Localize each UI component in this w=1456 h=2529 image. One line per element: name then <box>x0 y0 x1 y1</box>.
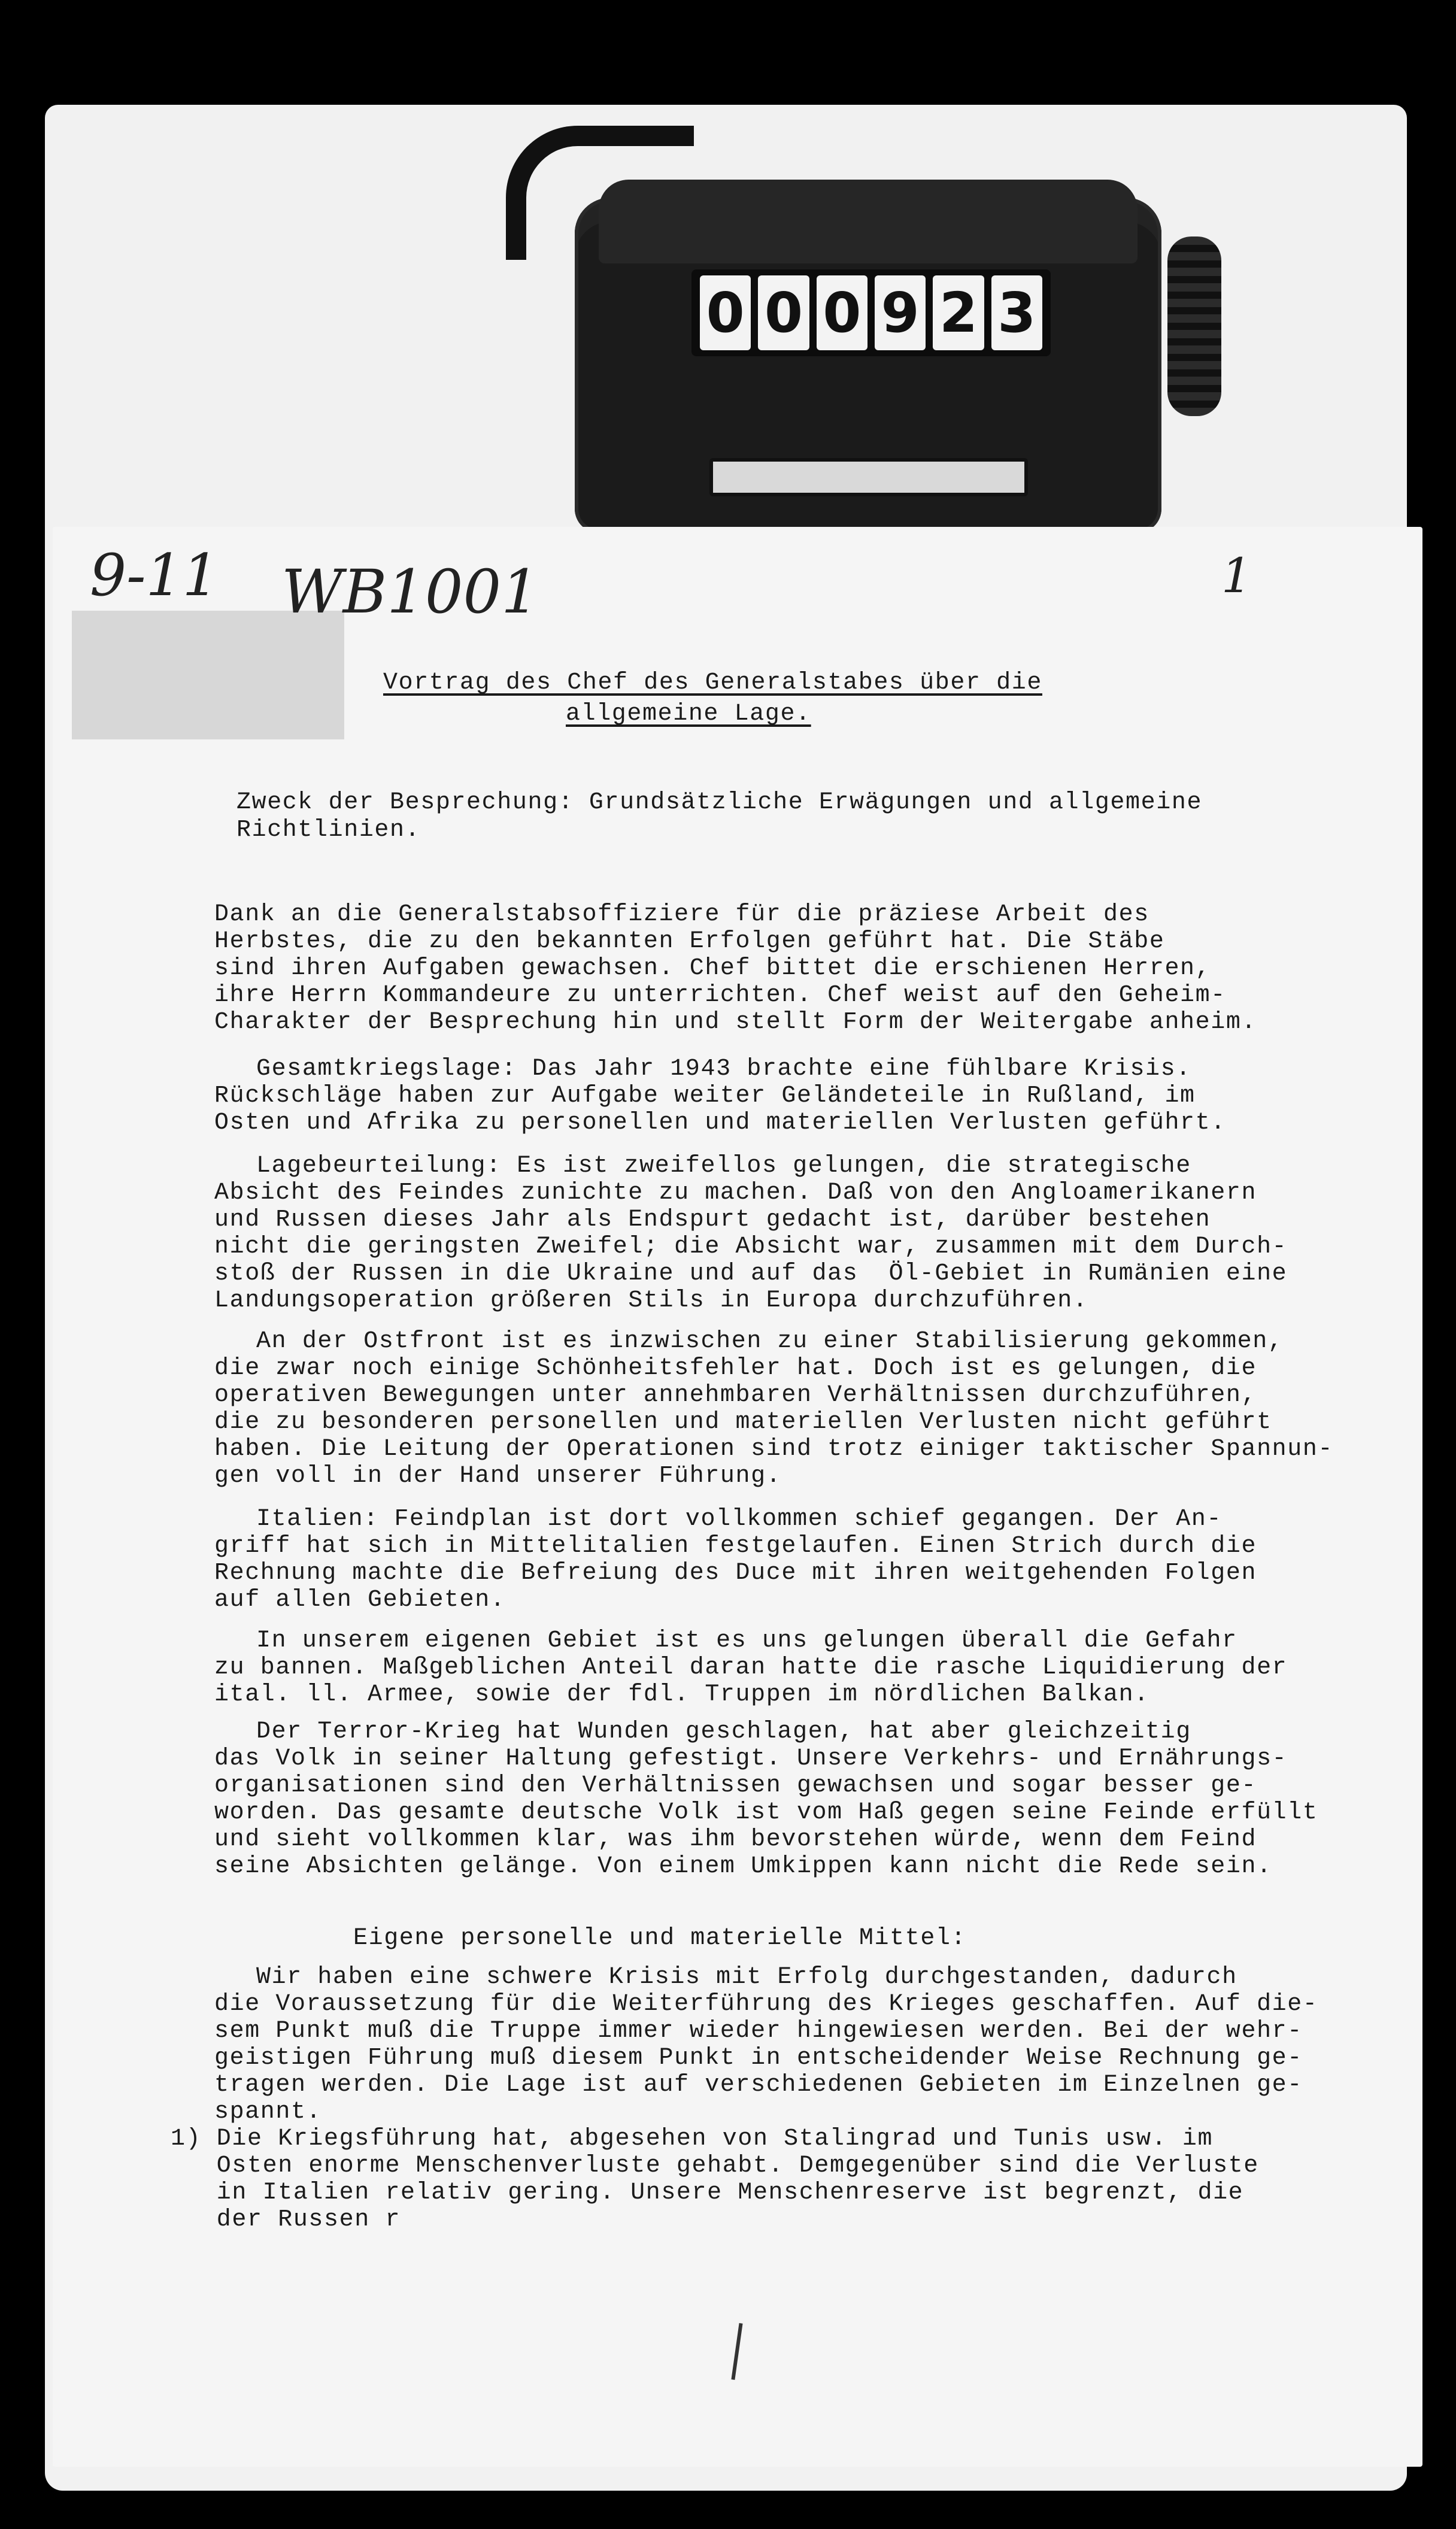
numbered-item-line: 1) Die Kriegsführung hat, abgesehen von Stalingrad und Tunis usw. im <box>171 2125 1214 2152</box>
section-line: Wir haben eine schwere Krisis mit Erfolg durchgestanden, dadurch <box>180 1964 1237 1991</box>
paragraph-line: Osten und Afrika zu personellen und materiellen Verlusten geführt. <box>214 1109 1226 1136</box>
paragraph-line: griff hat sich in Mittelitalien festgelaufen. Einen Strich durch die <box>214 1533 1257 1560</box>
counter-digit: 9 <box>875 275 926 350</box>
handwritten-reference: WB1001 <box>281 557 539 627</box>
purpose-line: Richtlinien. <box>236 817 421 844</box>
paragraph-line: worden. Das gesamte deutsche Volk ist vom Haß gegen seine Feinde erfüllt <box>214 1799 1318 1826</box>
paragraph-line: gen voll in der Hand unserer Führung. <box>214 1463 782 1490</box>
paragraph-line: Der Terror-Krieg hat Wunden geschlagen, hat aber gleichzeitig <box>180 1718 1191 1745</box>
paragraph-line: Italien: Feindplan ist dort vollkommen schief gegangen. Der An- <box>180 1506 1223 1533</box>
redaction-patch <box>72 611 344 739</box>
section-line: tragen werden. Die Lage ist auf verschiedenen Gebieten im Einzelnen ge- <box>214 2072 1303 2099</box>
paragraph-line: An der Ostfront ist es inzwischen zu einer Stabilisierung gekommen, <box>180 1328 1284 1355</box>
paragraph-line: Herbstes, die zu den bekannten Erfolgen geführt hat. Die Stäbe <box>214 928 1165 955</box>
handwritten-mark: 9-11 <box>90 542 219 609</box>
counter-digit: 3 <box>991 275 1042 350</box>
document-title-line-2: allgemeine Lage. <box>566 701 811 727</box>
paragraph-line: und sieht vollkommen klar, was ihm bevorstehen würde, wenn dem Feind <box>214 1826 1257 1853</box>
paragraph-line: stoß der Russen in die Ukraine und auf das Öl-Gebiet in Rumänien eine <box>214 1260 1288 1287</box>
counter-knob <box>1167 236 1221 416</box>
numbered-item-line: Osten enorme Menschenverluste gehabt. Demgegenüber sind die Verluste <box>171 2152 1259 2179</box>
paragraph-line: das Volk in seiner Haltung gefestigt. Unsere Verkehrs- und Ernährungs- <box>214 1745 1288 1772</box>
counter-top <box>599 180 1138 263</box>
document-title-line-1: Vortrag des Chef des Generalstabes über die <box>383 669 1042 696</box>
paragraph-line: Absicht des Feindes zunichte zu machen. Daß von den Angloamerikanern <box>214 1179 1257 1206</box>
paragraph-line: Gesamtkriegslage: Das Jahr 1943 brachte eine fühlbare Krisis. <box>180 1056 1191 1082</box>
paragraph-line: seine Absichten gelänge. Von einem Umkippen kann nicht die Rede sein. <box>214 1853 1272 1880</box>
paragraph-line: Dank an die Generalstabsoffiziere für die präziese Arbeit des <box>214 901 1149 928</box>
paragraph-line: In unserem eigenen Gebiet ist es uns gelungen überall die Gefahr <box>180 1627 1237 1654</box>
paragraph-line: nicht die geringsten Zweifel; die Absicht war, zusammen mit dem Durch- <box>214 1233 1288 1260</box>
paragraph-line: Rückschläge haben zur Aufgabe weiter Geländeteile in Rußland, im <box>214 1082 1196 1109</box>
paragraph-line: operativen Bewegungen unter annehmbaren Verhältnissen durchzuführen, <box>214 1382 1257 1409</box>
numbered-item-line: in Italien relativ gering. Unsere Menschenreserve ist begrenzt, die <box>171 2179 1244 2206</box>
paragraph-line: Lagebeurteilung: Es ist zweifellos gelungen, die strategische <box>180 1153 1191 1179</box>
section-line: die Voraussetzung für die Weiterführung des Krieges geschaffen. Auf die- <box>214 1991 1318 2018</box>
numbered-item-line: der Russen r <box>171 2206 401 2233</box>
handwritten-page-number: 1 <box>1221 548 1252 604</box>
counter-slot <box>709 458 1028 496</box>
paragraph-line: ital. ll. Armee, sowie der fdl. Truppen im nördlichen Balkan. <box>214 1681 1149 1708</box>
counter-digit: 0 <box>758 275 809 350</box>
counter-digit: 2 <box>933 275 984 350</box>
counter-digit: 0 <box>817 275 867 350</box>
paragraph-line: Rechnung machte die Befreiung des Duce mit ihren weitgehenden Folgen <box>214 1560 1257 1587</box>
paragraph-line: sind ihren Aufgaben gewachsen. Chef bittet die erschienen Herren, <box>214 955 1211 982</box>
section-line: spannt. <box>214 2099 322 2125</box>
paragraph-line: Landungsoperation größeren Stils in Europa durchzuführen. <box>214 1287 1088 1314</box>
paragraph-line: auf allen Gebieten. <box>214 1587 506 1614</box>
section-heading: Eigene personelle und materielle Mittel: <box>353 1925 967 1952</box>
paragraph-line: die zwar noch einige Schönheitsfehler hat. Doch ist es gelungen, die <box>214 1355 1257 1382</box>
counter-digit: 0 <box>700 275 751 350</box>
purpose-line: Zweck der Besprechung: Grundsätzliche Erwägungen und allgemeine <box>236 789 1203 816</box>
paragraph-line: die zu besonderen personellen und materiellen Verlusten nicht geführt <box>214 1409 1272 1436</box>
counter-window <box>691 269 1051 356</box>
paragraph-line: und Russen dieses Jahr als Endspurt gedacht ist, darüber bestehen <box>214 1206 1211 1233</box>
paragraph-line: haben. Die Leitung der Operationen sind trotz einiger taktischer Spannun- <box>214 1436 1334 1463</box>
section-line: geistigen Führung muß diesem Punkt in entscheidender Weise Rechnung ge- <box>214 2045 1303 2072</box>
paragraph-line: zu bannen. Maßgeblichen Anteil daran hatte die rasche Liquidierung der <box>214 1654 1288 1681</box>
paragraph-line: organisationen sind den Verhältnissen gewachsen und sogar besser ge- <box>214 1772 1257 1799</box>
paragraph-line: ihre Herrn Kommandeure zu unterrichten. Chef weist auf den Geheim- <box>214 982 1226 1009</box>
section-line: sem Punkt muß die Truppe immer wieder hingewiesen werden. Bei der wehr- <box>214 2018 1303 2045</box>
paragraph-line: Charakter der Besprechung hin und stellt Form der Weitergabe anheim. <box>214 1009 1257 1036</box>
